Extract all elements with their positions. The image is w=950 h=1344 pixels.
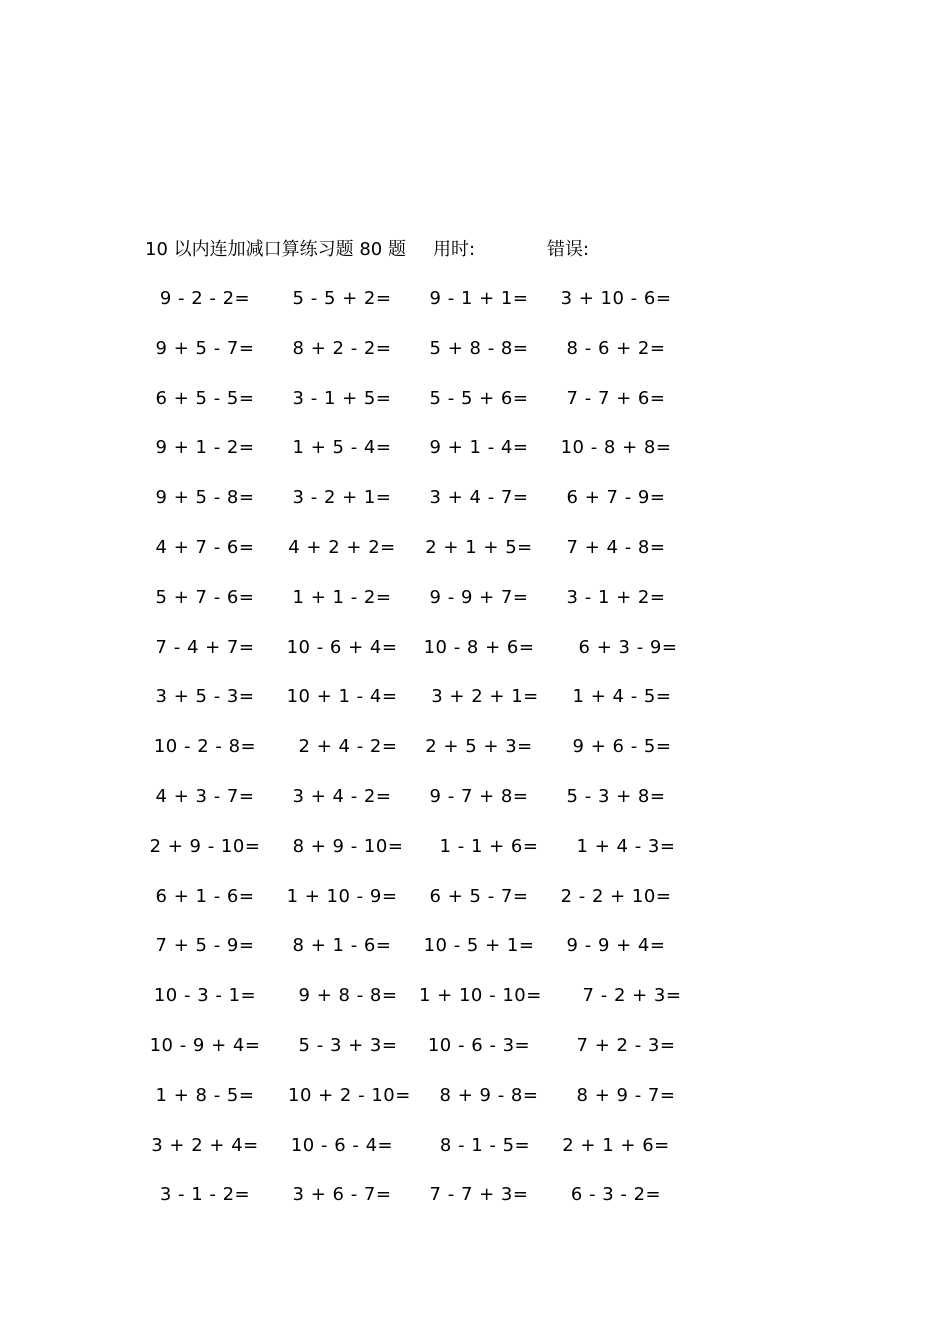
problem-item: 2 + 4 - 2= — [298, 736, 398, 758]
problem-row — [145, 1033, 705, 1083]
problem-item: 3 + 4 - 7= — [429, 487, 529, 509]
errors-label: 错误: — [547, 239, 590, 260]
problem-item: 10 - 6 - 3= — [427, 1034, 531, 1056]
problem-item: 7 - 4 + 7= — [155, 636, 255, 658]
problem-item: 7 - 2 + 3= — [582, 985, 682, 1007]
problem-row — [145, 286, 705, 336]
problem-row — [145, 784, 705, 834]
problem-item: 9 + 8 - 8= — [298, 985, 398, 1007]
problem-item: 7 + 4 - 8= — [566, 536, 666, 558]
problem-item: 5 - 5 + 6= — [429, 387, 529, 409]
problem-item: 9 - 2 - 2= — [159, 288, 251, 309]
problem-item: 10 - 8 + 6= — [423, 636, 535, 658]
problem-item: 3 + 10 - 6= — [560, 288, 672, 309]
problem-item: 8 + 9 - 10= — [292, 835, 404, 857]
problem-row — [145, 834, 705, 884]
problem-item: 5 - 3 + 3= — [298, 1034, 398, 1056]
problem-item: 4 + 7 - 6= — [155, 536, 255, 558]
problem-item: 10 - 6 - 4= — [290, 1134, 394, 1156]
problem-item: 6 + 5 - 5= — [155, 387, 255, 409]
problem-item: 8 - 1 - 5= — [439, 1134, 531, 1156]
problem-item: 4 + 3 - 7= — [155, 785, 255, 807]
problem-item: 9 + 1 - 2= — [155, 437, 255, 459]
problem-item: 4 + 2 + 2= — [288, 536, 396, 558]
problem-item: 1 + 8 - 5= — [155, 1084, 255, 1106]
problem-item: 8 + 9 - 7= — [576, 1084, 676, 1106]
problem-row — [145, 933, 705, 983]
problem-item: 10 - 6 + 4= — [286, 636, 398, 658]
problem-item: 8 + 2 - 2= — [292, 337, 392, 359]
problem-item: 9 - 7 + 8= — [429, 785, 529, 807]
problem-row — [145, 983, 705, 1033]
problem-item: 10 - 2 - 8= — [153, 736, 257, 758]
problem-item: 3 + 6 - 7= — [292, 1184, 392, 1206]
problem-row — [145, 1083, 705, 1133]
problem-item: 7 + 5 - 9= — [155, 935, 255, 957]
problem-item: 5 + 8 - 8= — [429, 337, 529, 359]
problem-item: 1 + 1 - 2= — [292, 586, 392, 608]
problem-item: 10 + 2 - 10= — [288, 1084, 411, 1106]
problem-row — [145, 485, 705, 535]
problem-item: 5 + 7 - 6= — [155, 586, 255, 608]
problem-item: 9 + 1 - 4= — [429, 437, 529, 459]
problem-item: 9 - 1 + 1= — [429, 288, 529, 309]
problem-item: 2 + 1 + 6= — [562, 1134, 670, 1156]
problem-item: 9 + 5 - 8= — [155, 487, 255, 509]
problem-item: 10 - 3 - 1= — [153, 985, 257, 1007]
problem-item: 6 + 1 - 6= — [155, 885, 255, 907]
problem-item: 3 - 2 + 1= — [292, 487, 392, 509]
problem-item: 7 - 7 + 6= — [566, 387, 666, 409]
problem-row — [145, 1133, 705, 1183]
worksheet-title: 10 以内连加减口算练习题 80 题 — [145, 239, 406, 260]
problem-item: 9 - 9 + 7= — [429, 586, 529, 608]
problem-item: 3 + 4 - 2= — [292, 785, 392, 807]
worksheet-header — [145, 237, 845, 263]
problem-row — [145, 535, 705, 585]
time-used-label: 用时: — [433, 239, 476, 260]
problem-item: 8 + 9 - 8= — [439, 1084, 539, 1106]
problem-item: 3 - 1 + 5= — [292, 387, 392, 409]
problem-item: 2 + 1 + 5= — [425, 536, 533, 558]
problem-item: 6 + 3 - 9= — [578, 636, 678, 658]
problem-item: 6 - 3 - 2= — [570, 1184, 662, 1206]
problem-item: 5 - 3 + 8= — [566, 785, 666, 807]
problem-item: 3 - 1 - 2= — [159, 1184, 251, 1206]
problem-item: 10 - 8 + 8= — [560, 437, 672, 459]
problem-grid — [145, 286, 705, 1232]
problem-row — [145, 734, 705, 784]
problem-item: 8 + 1 - 6= — [292, 935, 392, 957]
problem-item: 1 + 10 - 10= — [419, 985, 542, 1007]
problem-item: 1 + 4 - 5= — [572, 686, 672, 708]
problem-item: 1 - 1 + 6= — [439, 835, 539, 857]
problem-item: 9 - 9 + 4= — [566, 935, 666, 957]
problem-row — [145, 635, 705, 685]
problem-row — [145, 336, 705, 386]
problem-item: 9 + 6 - 5= — [572, 736, 672, 758]
problem-item: 3 + 2 + 1= — [431, 686, 539, 708]
problem-item: 3 + 2 + 4= — [151, 1134, 259, 1156]
problem-item: 7 + 2 - 3= — [576, 1034, 676, 1056]
problem-item: 3 + 5 - 3= — [155, 686, 255, 708]
problem-row — [145, 585, 705, 635]
problem-row — [145, 884, 705, 934]
problem-item: 2 - 2 + 10= — [560, 885, 672, 907]
problem-item: 10 - 9 + 4= — [149, 1034, 261, 1056]
problem-row — [145, 1182, 705, 1232]
problem-row — [145, 435, 705, 485]
problem-item: 9 + 5 - 7= — [155, 337, 255, 359]
problem-item: 1 + 4 - 3= — [576, 835, 676, 857]
problem-item: 6 + 5 - 7= — [429, 885, 529, 907]
problem-item: 10 + 1 - 4= — [286, 686, 398, 708]
problem-item: 2 + 5 + 3= — [425, 736, 533, 758]
problem-item: 10 - 5 + 1= — [423, 935, 535, 957]
problem-item: 2 + 9 - 10= — [149, 835, 261, 857]
problem-item: 8 - 6 + 2= — [566, 337, 666, 359]
problem-item: 1 + 5 - 4= — [292, 437, 392, 459]
problem-item: 5 - 5 + 2= — [292, 288, 392, 309]
problem-item: 7 - 7 + 3= — [429, 1184, 529, 1206]
problem-row — [145, 386, 705, 436]
problem-row — [145, 684, 705, 734]
problem-item: 3 - 1 + 2= — [566, 586, 666, 608]
problem-item: 6 + 7 - 9= — [566, 487, 666, 509]
problem-item: 1 + 10 - 9= — [286, 885, 398, 907]
